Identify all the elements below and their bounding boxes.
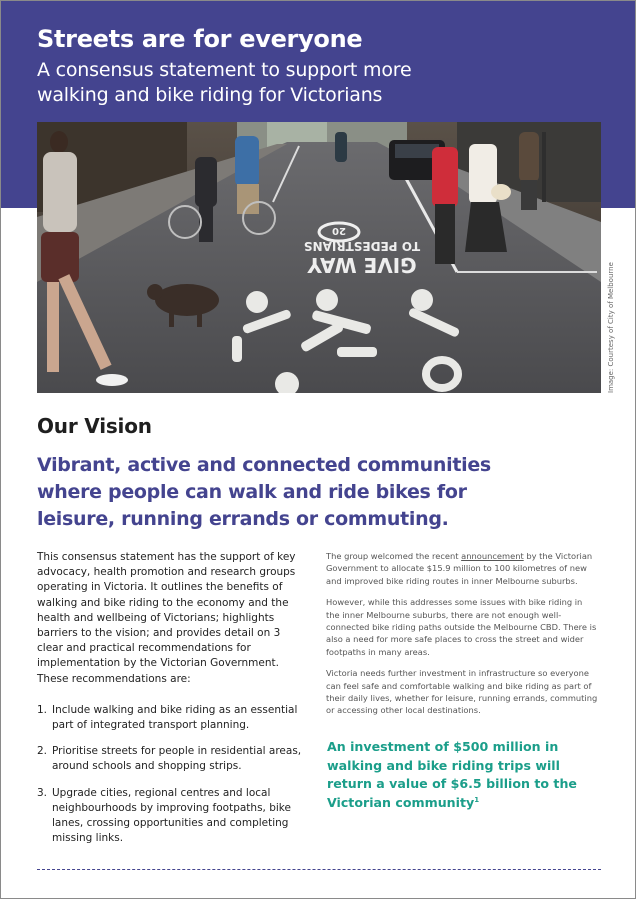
announcement-link[interactable]: announcement bbox=[461, 551, 524, 561]
street-photo bbox=[37, 122, 601, 393]
list-item bbox=[37, 744, 305, 774]
callout-text: An investment of $500 million in walking and bike riding trips will return a value of bbox=[327, 739, 560, 791]
list-number: 3. bbox=[37, 786, 48, 799]
list-item bbox=[37, 703, 305, 733]
speed-marking: 20 bbox=[332, 225, 346, 236]
para-text: by the Victorian Government to allocate $15.9 million to 100 kilometres of new and improved bike riding routes in inner Melbourne suburbs. bbox=[326, 551, 593, 586]
para-text: The group welcomed the recent bbox=[326, 551, 462, 561]
investment-paragraph: Victoria needs further investment in infrastructure so everyone can feel safe and comfortable walking and bike riding as part of their daily lives, whether for leisure, running errands, commuting or accessing other local destinations. bbox=[326, 668, 598, 716]
list-text: Include walking and bike riding as an essential part of integrated transport planning. bbox=[52, 703, 298, 732]
vision-heading: Our Vision bbox=[37, 414, 152, 438]
list-text: Upgrade cities, regional centres and local neighbourhoods by improving footpaths, bike lanes, crossing opportunities and completing missing links. bbox=[52, 786, 291, 845]
list-text: Prioritise streets for people in residential areas, around schools and shopping strips. bbox=[52, 745, 302, 773]
list-item bbox=[37, 786, 305, 847]
right-column bbox=[326, 550, 598, 726]
intro-paragraph: This consensus statement has the support of key advocacy, health promotion and research groups operating in Victoria. It outlines the benefits of walking and bike riding to the economy and the health and wellbeing of Victorians; highlights barriers to the vision; and provides detail on 3 clear and practical recommendations for implementation by the Victorian Government. These recommendations are: bbox=[37, 551, 296, 685]
road-marking-line1: GIVE WAY bbox=[307, 253, 417, 277]
issues-paragraph: However, while this addresses some issues with bike riding in the inner Melbourne suburbs, there are not enough well-connected bike riding paths outside the Melbourne CBD. There is also a need for more safe places to cross the street and wider footpaths in many areas. bbox=[326, 597, 597, 657]
announcement-paragraph bbox=[326, 550, 598, 587]
left-column bbox=[37, 550, 305, 857]
callout-highlight: $6.5 billion to the Victorian community bbox=[327, 776, 577, 810]
footnote-marker: 1 bbox=[474, 795, 480, 804]
vision-statement: Vibrant, active and connected communities where people can walk and ride bikes for leisure, running errands or commuting. bbox=[37, 454, 491, 530]
recommendations-list bbox=[37, 703, 305, 847]
list-number: 2. bbox=[37, 745, 48, 758]
dashed-divider bbox=[37, 869, 601, 870]
list-number: 1. bbox=[37, 703, 48, 716]
investment-callout bbox=[327, 738, 577, 812]
page-subtitle: A consensus statement to support more walking and bike riding for Victorians bbox=[37, 59, 412, 106]
image-credit: Image: Courtesy of City of Melbourne bbox=[607, 262, 615, 393]
page-title: Streets are for everyone bbox=[37, 25, 363, 53]
road-marking-line2: TO PEDESTRIANS bbox=[303, 239, 421, 253]
